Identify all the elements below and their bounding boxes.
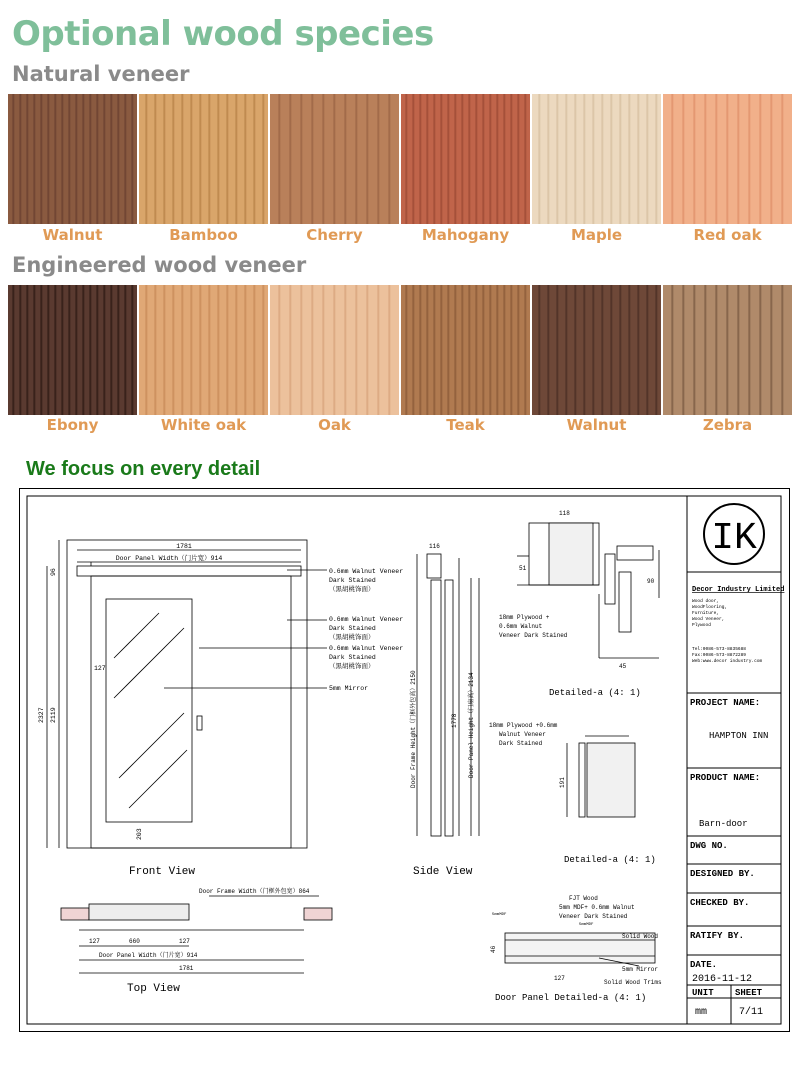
- detail-dim-90: 90: [647, 578, 655, 585]
- detail-dim-191: 191: [559, 777, 566, 788]
- engineered-swatch-3: [401, 285, 530, 415]
- engineered-veneer-heading: Engineered wood veneer: [12, 253, 307, 277]
- detail-heading: We focus on every detail: [26, 458, 261, 480]
- engineered-swatch-0: [8, 285, 137, 415]
- front-dim-127: 127: [94, 665, 106, 672]
- unit-label: UNIT: [692, 988, 714, 998]
- natural-swatch-1: [139, 94, 268, 224]
- dwg-label: DWG NO.: [690, 841, 728, 851]
- mdf-note-4: 5mmMDF: [579, 923, 594, 927]
- note-cn-2: （黑胡桃饰面）: [329, 634, 375, 641]
- sheet-label: SHEET: [735, 988, 763, 998]
- designed-label: DESIGNED BY.: [690, 869, 755, 879]
- top-dim-127a: 127: [89, 938, 100, 945]
- top-dim-1781: 1781: [179, 965, 194, 972]
- engineered-veneer-labels: [8, 416, 792, 434]
- engineered-veneer-swatches: [8, 285, 792, 415]
- front-dim-panel: Door Panel Width（门片宽）914: [115, 555, 223, 562]
- date-value: 2016-11-12: [692, 974, 753, 985]
- project-label: PROJECT NAME:: [690, 698, 761, 708]
- ratify-label: RATIFY BY.: [690, 931, 745, 941]
- note-dark-2: Dark Stained: [329, 625, 376, 632]
- technical-drawing: [19, 488, 790, 1032]
- company-info-line: WoodFlooring,: [692, 605, 728, 610]
- note-dark-3: Dark Stained: [329, 654, 376, 661]
- detail-a-title-2: Detailed-a (4: 1): [564, 855, 656, 865]
- company-contact-line: Web:www.decor industry.com: [692, 659, 763, 664]
- natural-veneer-heading: Natural veneer: [12, 62, 190, 86]
- drawing-svg: [19, 488, 790, 1032]
- logo-text: IK: [711, 517, 757, 560]
- door-panel-detail-title: Door Panel Detailed-a (4: 1): [495, 993, 647, 1003]
- top-frame-width: Door Frame Width（门框外包宽）864: [199, 888, 310, 895]
- engineered-label-5: Zebra: [702, 416, 753, 434]
- page-title: Optional wood species: [12, 14, 434, 54]
- note-walnut-1: 0.6mm Walnut Veneer: [329, 568, 404, 575]
- mirror-note: 5mm Mirror: [622, 966, 659, 973]
- natural-swatch-5: [663, 94, 792, 224]
- sheet-value: 7/11: [739, 1007, 764, 1018]
- natural-swatch-2: [270, 94, 399, 224]
- side-view-title: Side View: [413, 866, 473, 878]
- top-dim-660: 660: [129, 938, 140, 945]
- front-dim-96: 96: [50, 568, 57, 576]
- product-label: PRODUCT NAME:: [690, 773, 761, 783]
- note-walnut-2: 0.6mm Walnut Veneer: [329, 616, 404, 623]
- ply2-note-2: Walnut Veneer: [499, 731, 546, 738]
- ply-note-2: 0.6mm Walnut: [499, 623, 543, 630]
- natural-label-2: Cherry: [306, 226, 363, 244]
- top-dim-127b: 127: [179, 938, 190, 945]
- engineered-swatch-2: [270, 285, 399, 415]
- company-info-line: Wood door,: [692, 599, 720, 604]
- company-info-line: Furniture,: [692, 611, 720, 616]
- front-dim-2119: 2119: [50, 707, 57, 723]
- engineered-label-4: Walnut: [566, 416, 627, 434]
- natural-label-3: Mahogany: [421, 226, 510, 244]
- natural-label-1: Bamboo: [169, 226, 238, 244]
- ply2-note-3: Dark Stained: [499, 740, 543, 747]
- mdf-note-2: Veneer Dark Stained: [559, 913, 628, 920]
- engineered-swatch-5: [663, 285, 792, 415]
- side-panel-height: Door Panel Height（门扇高）2134: [468, 672, 475, 778]
- top-panel-width: Door Panel Width（门片宽）914: [99, 952, 198, 959]
- note-mirror: 5mm Mirror: [329, 685, 369, 692]
- checked-label: CHECKED BY.: [690, 898, 750, 908]
- solid-trims: Solid Wood Trims: [604, 979, 662, 986]
- unit-value: mm: [695, 1007, 708, 1018]
- note-cn-1: （黑胡桃饰面）: [329, 586, 375, 593]
- natural-label-0: Walnut: [42, 226, 103, 244]
- fjt-wood: FJT Wood: [569, 895, 598, 902]
- detail-dim-51: 51: [519, 565, 527, 572]
- engineered-swatch-4: [532, 285, 661, 415]
- company-info-line: Wood Veneer,: [692, 617, 725, 622]
- note-dark-1: Dark Stained: [329, 577, 376, 584]
- mdf-note: 5mm MDF+ 0.6mm Walnut: [559, 904, 635, 911]
- detail-dim-45: 45: [619, 663, 627, 670]
- door-dim-46: 46: [490, 945, 497, 953]
- natural-veneer-labels: [8, 226, 792, 244]
- date-label: DATE.: [690, 960, 718, 970]
- company-name: Decor Industry Limited: [692, 586, 785, 594]
- front-dim-203: 203: [136, 828, 143, 840]
- detail-dim-118: 118: [559, 510, 570, 517]
- engineered-label-3: Teak: [446, 416, 485, 434]
- front-dim-1781: 1781: [176, 543, 192, 550]
- natural-swatch-3: [401, 94, 530, 224]
- drawing-border: [20, 489, 790, 1032]
- natural-label-4: Maple: [570, 226, 623, 244]
- detail-a-title-1: Detailed-a (4: 1): [549, 688, 641, 698]
- natural-swatch-0: [8, 94, 137, 224]
- engineered-swatch-1: [139, 285, 268, 415]
- company-contact-line: Fax:0086-573-8872289: [692, 653, 747, 658]
- note-cn-3: （黑胡桃饰面）: [329, 663, 375, 670]
- side-dim-116: 116: [429, 543, 440, 550]
- ply-note-3: Veneer Dark Stained: [499, 632, 568, 639]
- engineered-label-1: White oak: [160, 416, 247, 434]
- solid-wood: Solid Wood: [622, 933, 659, 940]
- company-info-line: Plywood: [692, 623, 711, 628]
- engineered-label-2: Oak: [318, 416, 351, 434]
- top-view-title: Top View: [127, 983, 180, 995]
- ply2-note-1: 18mm Plywood +0.6mm: [489, 722, 558, 729]
- mdf-note-3: 5mmMDF: [492, 913, 507, 917]
- note-walnut-3: 0.6mm Walnut Veneer: [329, 645, 404, 652]
- project-value: HAMPTON INN: [709, 731, 769, 741]
- natural-label-5: Red oak: [693, 226, 762, 244]
- natural-veneer-swatches: [8, 94, 792, 224]
- natural-swatch-4: [532, 94, 661, 224]
- door-dim-127: 127: [554, 975, 565, 982]
- company-contact-line: Tel:0086-573-8835688: [692, 647, 747, 652]
- ply-note-1: 18mm Plywood +: [499, 614, 550, 621]
- engineered-label-0: Ebony: [46, 416, 99, 434]
- side-frame-height: Door Frame Height（门框外包高）2150: [410, 670, 417, 788]
- side-dim-1778: 1778: [451, 713, 458, 728]
- front-dim-2327: 2327: [38, 707, 45, 723]
- front-view-title: Front View: [129, 866, 196, 878]
- product-value: Barn-door: [699, 819, 748, 829]
